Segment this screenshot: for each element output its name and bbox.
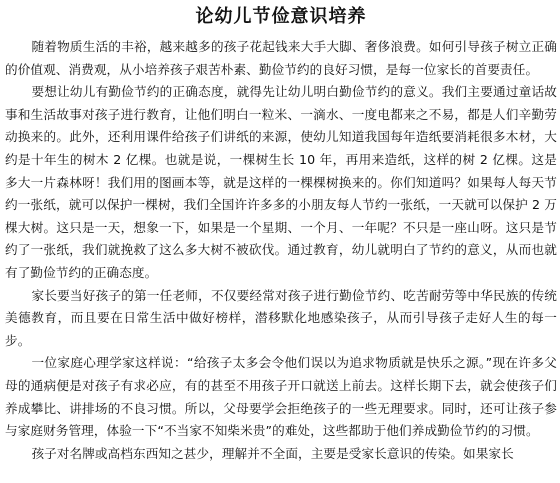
paragraph-1: 随着物质生活的丰裕，越来越多的孩子花起钱来大手大脚、奢侈浪费。如何引导孩子树立正确的价值观、消费观，从小培养孩子艰苦朴素、勤俭节约的良好习惯，是每一位家长的首要责任。 <box>5 39 557 77</box>
paragraph-4: 一位家庭心理学家这样说：“给孩子太多会令他们误以为追求物质就是快乐之源。”现在许多父母的通病便是对孩子有求必应，有的甚至不用孩子开口就送上前去。这样长期下去，就会使孩子们养成攀比、讲排场的不良习惯。所以，父母要学会拒绝孩子的一些无理要求。同时，还可让孩子参与家庭财务管理，体验一下“不当家不知柴米贵”的难处，这些都助于他们养成勤俭节约的习惯。 <box>5 355 557 439</box>
article-title: 论幼儿节俭意识培养 <box>195 6 367 27</box>
paragraph-2: 要想让幼儿有勤俭节约的正确态度，就得先让幼儿明白勤俭节约的意义。我们主要通过童话故事和生活故事对孩子进行教育，让他们明白一粒米、一滴水、一度电都来之不易，都是人们辛勤劳动换来的。此外，还利用课件给孩子们讲纸的来源，使幼儿知道我国每年造纸要消耗很多木材，大约是十年生的树木 2 亿棵。也就是说，一棵树生长 10 年，再用来造纸，这样的树 2 亿棵。这是多大一片森林呀！我们用的图画本等，就是这样的一棵棵树换来的。你们知道吗？如果每人每天节约一张纸，就可以保护一棵树，我们全国许许多多的小朋友每人节约一张纸，一天就可以保护 2 万棵大树。这只是一天，想象一下，如果是一个星期、一个月、一年呢？不只是一座山呀。这只是节约了一张纸，我们就挽救了这么多大树不被砍伐。通过教育，幼儿就明白了节约的意义，从而也就有了勤俭节约的正确态度。 <box>5 84 557 280</box>
paragraph-5: 孩子对名牌或高档东西知之甚少，理解并不全面，主要是受家长意识的传染。如果家长 <box>31 445 514 461</box>
paragraph-3: 家长要当好孩子的第一任老师，不仅要经常对孩子进行勤俭节约、吃苦耐劳等中华民族的传统美德教育，而且要在日常生活中做好榜样，潜移默化地感染孩子，从而引导孩子走好人生的每一步。 <box>5 287 557 348</box>
